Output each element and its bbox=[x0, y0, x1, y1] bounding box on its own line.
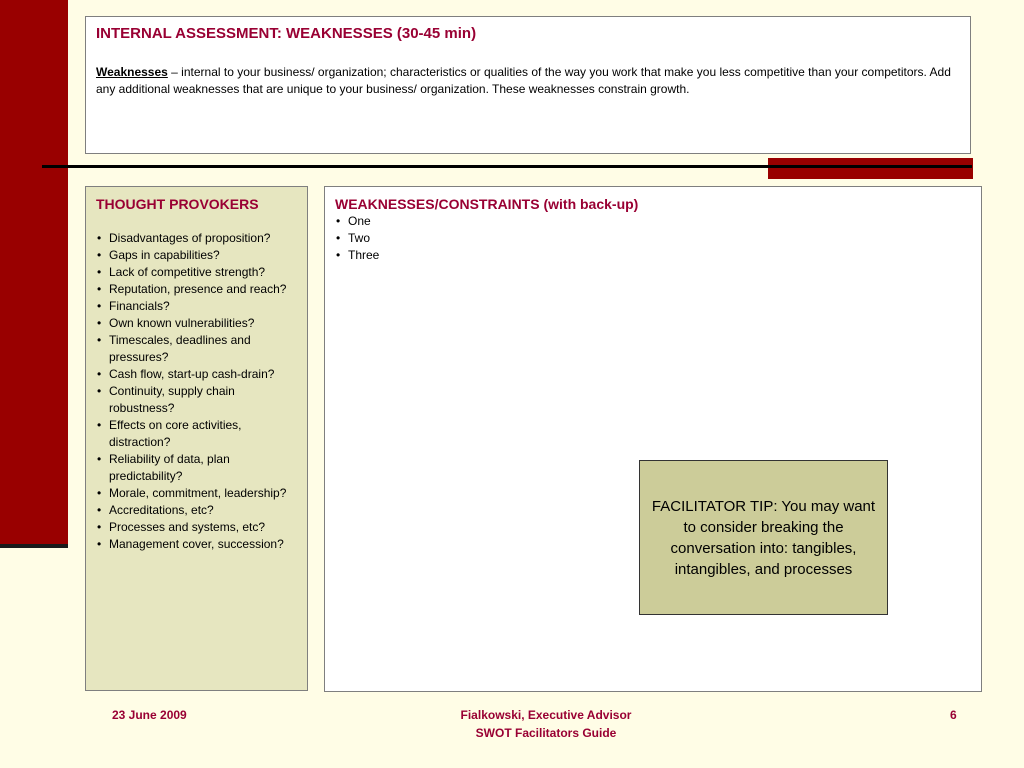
list-item: • Disadvantages of proposition? bbox=[96, 230, 297, 247]
page-number: 6 bbox=[950, 708, 957, 722]
weaknesses-description: – internal to your business/ organization; characteristics or qualities of the way you work that make you less competitive than your competitors. Add any additional weaknesses that are unique to your business/ organization. These weaknesses constrain growth. bbox=[96, 65, 951, 96]
list-item: • Own known vulnerabilities? bbox=[96, 315, 297, 332]
slide-title: INTERNAL ASSESSMENT: WEAKNESSES (30-45 min) bbox=[96, 25, 477, 42]
list-item: • Reputation, presence and reach? bbox=[96, 281, 297, 298]
thought-provokers-panel bbox=[85, 186, 308, 691]
divider-accent-block bbox=[768, 158, 973, 179]
left-accent-bar bbox=[0, 0, 68, 545]
weaknesses-term: Weaknesses bbox=[96, 65, 168, 79]
list-item: • Gaps in capabilities? bbox=[96, 247, 297, 264]
list-item: • Cash flow, start-up cash-drain? bbox=[96, 366, 297, 383]
assessment-header-box bbox=[85, 16, 971, 154]
list-item[interactable]: • Two bbox=[335, 230, 971, 247]
list-item: • Continuity, supply chain robustness? bbox=[96, 383, 297, 417]
footer-author: Fialkowski, Executive Advisor bbox=[460, 708, 632, 722]
weaknesses-panel[interactable] bbox=[324, 186, 982, 692]
list-item: • Morale, commitment, leadership? bbox=[96, 485, 297, 502]
list-item: • Reliability of data, plan predictability? bbox=[96, 451, 297, 485]
footer-date: 23 June 2009 bbox=[112, 708, 187, 722]
list-item[interactable]: • Three bbox=[335, 247, 971, 264]
footer-credits bbox=[396, 706, 696, 742]
thought-provokers-title: THOUGHT PROVOKERS bbox=[96, 196, 259, 212]
list-item: • Effects on core activities, distraction? bbox=[96, 417, 297, 451]
list-item: • Processes and systems, etc? bbox=[96, 519, 297, 536]
facilitator-tip-box bbox=[639, 460, 888, 615]
accent-bar-underline bbox=[0, 544, 68, 548]
weaknesses-title: WEAKNESSES/CONSTRAINTS (with back-up) bbox=[335, 196, 639, 212]
list-item: • Management cover, succession? bbox=[96, 536, 297, 553]
thought-provokers-list bbox=[96, 230, 297, 553]
facilitator-tip-text: FACILITATOR TIP: You may want to consider breaking the conversation into: tangibles, intangibles, and processes bbox=[651, 497, 876, 578]
list-item[interactable]: • One bbox=[335, 213, 971, 230]
list-item: • Accreditations, etc? bbox=[96, 502, 297, 519]
list-item: • Lack of competitive strength? bbox=[96, 264, 297, 281]
list-item: • Financials? bbox=[96, 298, 297, 315]
weaknesses-list bbox=[335, 213, 971, 264]
horizontal-divider bbox=[42, 165, 972, 168]
weaknesses-definition bbox=[96, 64, 960, 98]
list-item: • Timescales, deadlines and pressures? bbox=[96, 332, 297, 366]
footer-guide-title: SWOT Facilitators Guide bbox=[475, 726, 617, 740]
